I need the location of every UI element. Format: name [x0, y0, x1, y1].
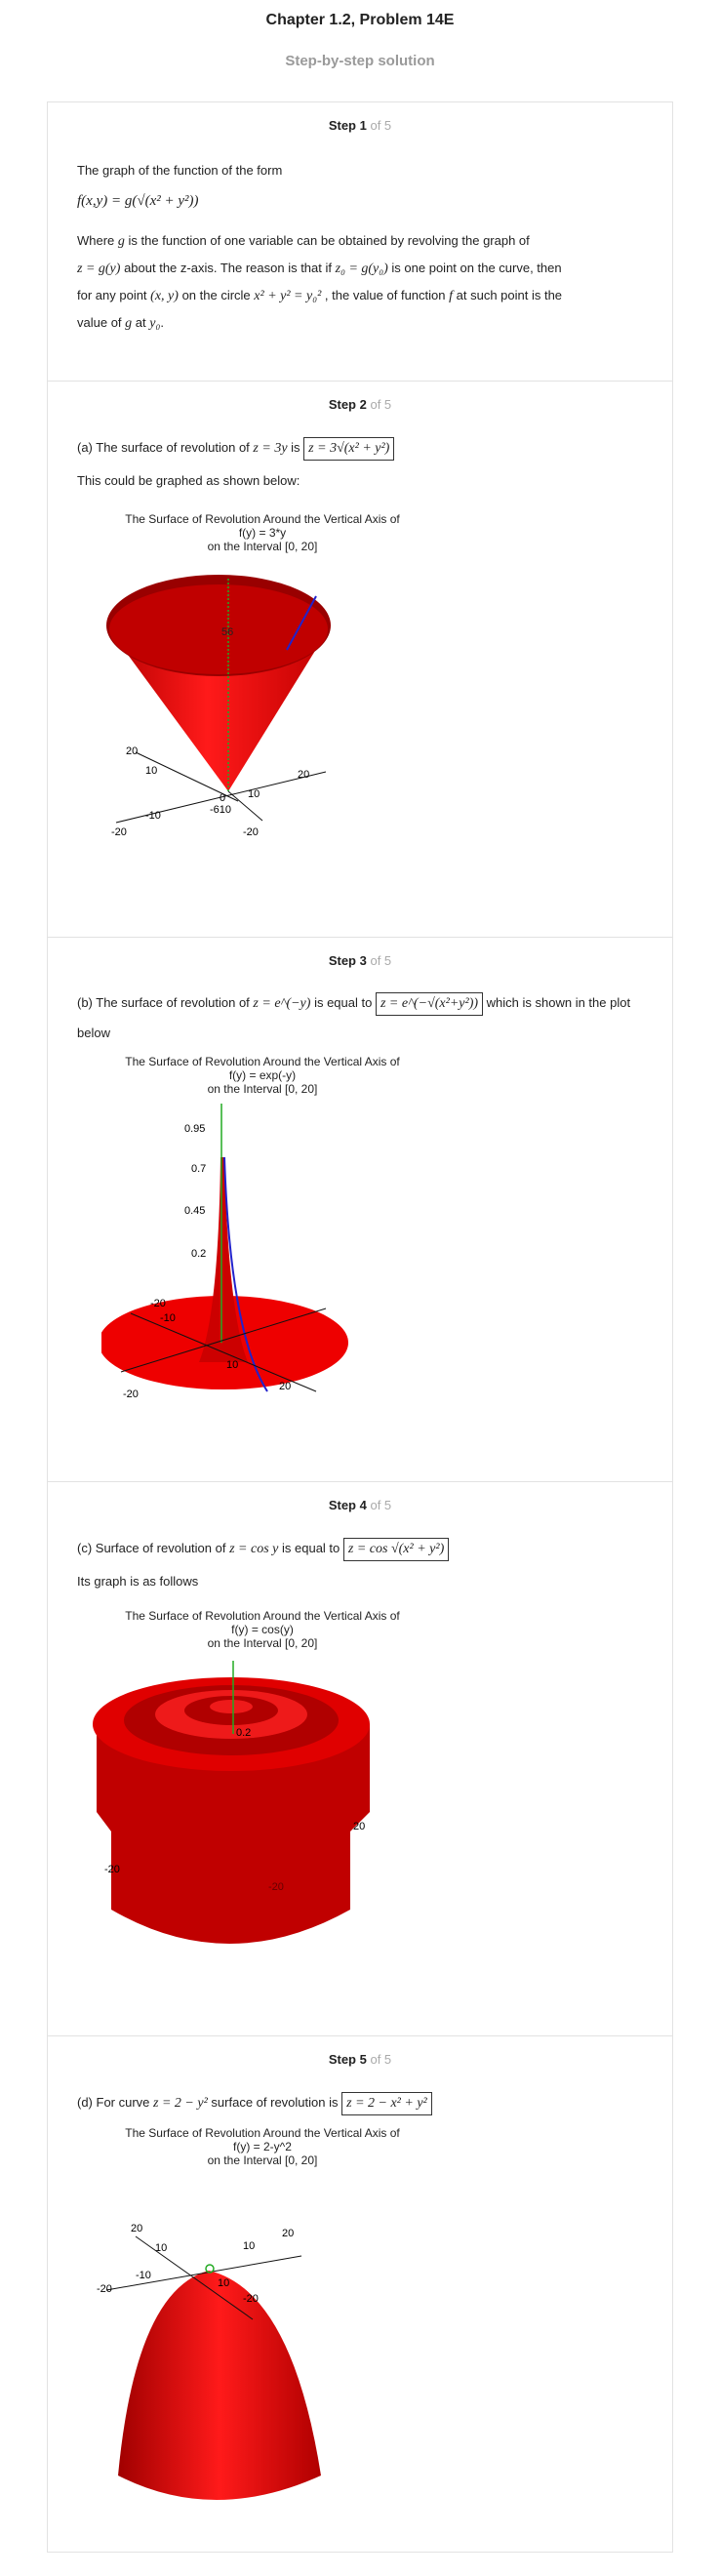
svg-text:20: 20	[126, 745, 139, 757]
svg-text:-610: -610	[210, 804, 232, 816]
svg-text:-10: -10	[160, 1312, 176, 1324]
svg-text:0.45: 0.45	[184, 1205, 206, 1217]
step-5-card	[47, 2035, 673, 2553]
step-2-statement: (a) The surface of revolution of z = 3y is z = 3√(x² + y²)	[77, 434, 653, 462]
svg-text:0.7: 0.7	[191, 1163, 207, 1175]
plot-1-title: The Surface of Revolution Around the Vertical Axis of f(y) = 3*y on the Interval [0, 20]	[125, 512, 400, 553]
svg-text:0.2: 0.2	[191, 1248, 207, 1260]
step-2-heading: Step 2 of 5	[328, 397, 392, 412]
step-3-card	[47, 937, 673, 1482]
svg-text:-20: -20	[123, 1389, 139, 1400]
step-4-card	[47, 1481, 673, 2036]
page-title: Chapter 1.2, Problem 14E	[265, 12, 455, 28]
step-2-card	[47, 381, 673, 938]
svg-text:0: 0	[220, 792, 226, 804]
svg-text:-10: -10	[136, 2270, 151, 2281]
svg-text:-20: -20	[243, 2293, 259, 2305]
step-4-note: Its graph is as follows	[77, 1574, 199, 1589]
svg-text:10: 10	[226, 1359, 239, 1371]
svg-text:10: 10	[248, 788, 260, 800]
svg-text:10: 10	[218, 2277, 230, 2289]
svg-text:-20: -20	[150, 1298, 166, 1309]
svg-text:-10: -10	[145, 810, 161, 822]
step-1-intro: The graph of the function of the form	[77, 163, 283, 178]
step-5-heading: Step 5 of 5	[328, 2052, 392, 2067]
step-2-note: This could be graphed as shown below:	[77, 473, 300, 488]
page-subtitle: Step-by-step solution	[285, 53, 435, 69]
step-3-answer-box: z = e^(−√(x²+y²))	[376, 992, 483, 1016]
svg-text:-20: -20	[243, 826, 259, 838]
svg-text:0.2: 0.2	[236, 1727, 252, 1739]
step-4-answer-box: z = cos √(x² + y²)	[343, 1538, 449, 1561]
svg-text:10: 10	[155, 2242, 168, 2254]
svg-text:20: 20	[282, 2228, 295, 2239]
step-4-statement: (c) Surface of revolution of z = cos y is equal to z = cos √(x² + y²)	[77, 1535, 653, 1562]
step-3-heading: Step 3 of 5	[328, 953, 392, 968]
plot-3-title: The Surface of Revolution Around the Vertical Axis of f(y) = cos(y) on the Interval [0, 20]	[125, 1609, 400, 1650]
svg-text:20: 20	[279, 1381, 292, 1392]
svg-text:20: 20	[131, 2223, 143, 2234]
svg-text:10: 10	[243, 2240, 256, 2252]
step-5-statement: (d) For curve z = 2 − y² surface of revolution is z = 2 − x² + y²	[77, 2089, 653, 2116]
step-4-heading: Step 4 of 5	[328, 1498, 392, 1512]
plot-3-cos	[77, 1656, 409, 1978]
step-1-heading: Step 1 of 5	[328, 118, 392, 133]
svg-text:-20: -20	[111, 826, 127, 838]
svg-text:-20: -20	[268, 1881, 284, 1893]
svg-text:20: 20	[298, 769, 310, 781]
plot-2-title: The Surface of Revolution Around the Vertical Axis of f(y) = exp(-y) on the Interval [0, 20]	[125, 1055, 400, 1096]
svg-text:0.95: 0.95	[184, 1123, 206, 1135]
step-2-answer-box: z = 3√(x² + y²)	[303, 437, 394, 461]
step-1-formula: f(x,y) = g(√(x² + y²))	[77, 193, 199, 209]
plot-1-cone	[106, 557, 399, 860]
plot-4-paraboloid	[97, 2212, 380, 2534]
plot-4-title: The Surface of Revolution Around the Vertical Axis of f(y) = 2-y^2 on the Interval [0, 20]	[125, 2126, 400, 2167]
step-3-statement: (b) The surface of revolution of z = e^(−y) is equal to z = e^(−√(x²+y²)) which is shown in the plot below	[77, 988, 653, 1048]
svg-text:10: 10	[145, 765, 158, 777]
step-1-explanation: Where g is the function of one variable can be obtained by revolving the graph of z = g(y) about the z-axis. The reason is that if z₀ = g(y₀) is one point on the curve, then for any point (x, y) on the circle x² + y² = y₀² , the value of function f at such point is the value of g at y₀.	[77, 233, 563, 331]
plot-2-exp	[101, 1099, 404, 1411]
step-1-card	[47, 101, 673, 382]
svg-text:56: 56	[221, 626, 234, 638]
svg-text:-20: -20	[104, 1864, 120, 1875]
svg-text:-20: -20	[97, 2283, 112, 2295]
svg-text:20: 20	[353, 1821, 366, 1832]
step-5-answer-box: z = 2 − x² + y²	[341, 2092, 432, 2115]
